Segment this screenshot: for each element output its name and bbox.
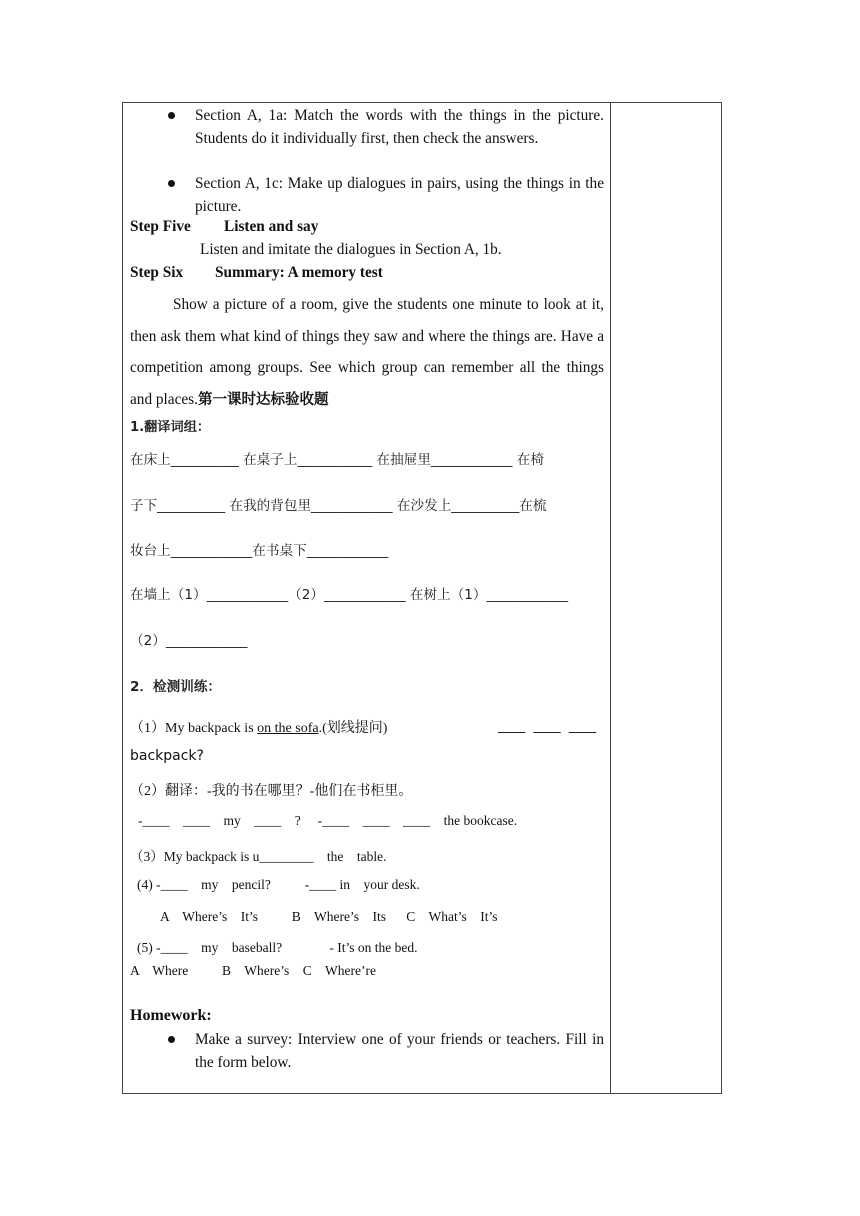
exercise-1-title: 1.翻译词组：	[130, 420, 211, 435]
bullet-icon	[168, 1036, 175, 1043]
question-4-options: A Where’s It’s B Where’s Its C What’s It’s	[160, 909, 498, 924]
question-1	[130, 717, 387, 737]
column-divider	[610, 102, 611, 1094]
exercise-1-line: 在墙上（1）____________（2）____________ 在树上（1）____________	[130, 587, 569, 603]
bullet-icon	[168, 112, 175, 119]
question-1-suffix: .(划线提问)	[318, 721, 388, 736]
question-3: （3）My backpack is u________ the table.	[130, 849, 387, 864]
question-1-blanks: ____ ____ ____	[498, 718, 597, 734]
step-six-text: Show a picture of a room, give the students one minute to look at it, then ask them what kind of things they saw and where the things are. Have a competition among groups. See which group can remember all the things and places.	[130, 296, 604, 408]
question-1-underlined: on the sofa	[257, 721, 319, 736]
question-1-line-2: backpack?	[130, 748, 204, 764]
exercise-1-line: （2）____________	[130, 633, 248, 649]
section-a-item-1: Section A, 1a: Match the words with the things in the picture. Students do it individually first, then check the answers.	[195, 107, 604, 147]
exercise-1-line: 妆台上____________在书桌下____________	[130, 543, 389, 559]
step-five-title: Listen and say	[224, 218, 319, 235]
exercise-1-line: 子下__________ 在我的背包里____________ 在沙发上__________在梳	[130, 498, 547, 514]
homework-label: Homework:	[130, 1007, 212, 1024]
question-1-prefix: （1）My backpack is	[130, 721, 258, 736]
step-six-title: Summary: A memory test	[215, 264, 383, 281]
step-six-label: Step Six	[130, 264, 184, 281]
question-5-options: A Where B Where’s C Where’re	[130, 963, 376, 978]
homework-item-1: Make a survey: Interview one of your friends or teachers. Fill in the form below.	[195, 1031, 604, 1071]
step-five-text: Listen and imitate the dialogues in Section A, 1b.	[200, 241, 502, 258]
step-six-paragraph	[130, 289, 604, 416]
exercise-2-title: 2．检测训练：	[130, 679, 222, 695]
step-five-label: Step Five	[130, 218, 191, 235]
exercise-1-line: 在床上__________ 在桌子上___________ 在抽屉里____________ 在椅	[130, 452, 544, 468]
question-5: (5) -____ my baseball? - It’s on the bed.	[137, 940, 418, 955]
question-2-line-2: -____ ____ my ____ ? -____ ____ ____ the bookcase.	[138, 813, 518, 828]
question-4: (4) -____ my pencil? -____ in your desk.	[137, 877, 420, 892]
bullet-icon	[168, 180, 175, 187]
section-a-item-2: Section A, 1c: Make up dialogues in pairs, using the things in the picture.	[195, 175, 604, 215]
question-2: （2）翻译：-我的书在哪里？-他们在书柜里。	[130, 784, 413, 799]
lesson-heading: 第一课时达标验收题	[197, 391, 329, 408]
